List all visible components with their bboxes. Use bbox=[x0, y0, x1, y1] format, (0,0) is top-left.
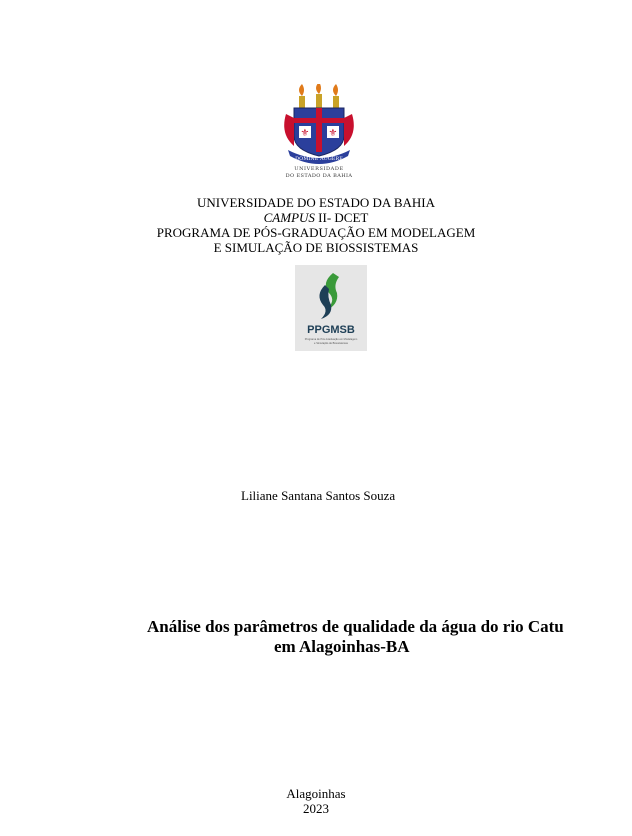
thesis-title-line1: Análise dos parâmetros de qualidade da água do rio Catu bbox=[147, 617, 564, 636]
svg-text:⚜: ⚜ bbox=[328, 128, 338, 139]
svg-text:DO ESTADO DA BAHIA: DO ESTADO DA BAHIA bbox=[285, 173, 353, 179]
program-name-line2: E SIMULAÇÃO DE BIOSSISTEMAS bbox=[213, 240, 419, 255]
campus-label: CAMPUS bbox=[263, 210, 315, 225]
city: Alagoinhas bbox=[286, 786, 346, 801]
university-crest-logo bbox=[274, 84, 364, 180]
svg-text:UNIVERSIDADE: UNIVERSIDADE bbox=[294, 166, 344, 172]
ppgmsb-logo bbox=[295, 265, 367, 351]
thesis-title-line2: em Alagoinhas-BA bbox=[274, 637, 410, 656]
program-name-line1: PROGRAMA DE PÓS-GRADUAÇÃO EM MODELAGEM bbox=[156, 225, 476, 240]
author-name: Liliane Santana Santos Souza bbox=[241, 488, 396, 503]
torches-icon bbox=[299, 84, 339, 110]
svg-text:⚜: ⚜ bbox=[300, 128, 310, 139]
svg-text:PPGMSB: PPGMSB bbox=[307, 324, 355, 336]
svg-text:Programa de Pós-Graduação em M: Programa de Pós-Graduação em Modelagem bbox=[304, 338, 358, 341]
year: 2023 bbox=[303, 801, 329, 816]
campus-dept: II- DCET bbox=[314, 210, 369, 225]
svg-text:DOMINE AUGERE: DOMINE AUGERE bbox=[295, 156, 343, 162]
svg-text:e Simulação de Biossistemas: e Simulação de Biossistemas bbox=[314, 342, 348, 345]
university-name: UNIVERSIDADE DO ESTADO DA BAHIA bbox=[196, 195, 435, 210]
flame-icon bbox=[295, 265, 367, 351]
campus-line bbox=[0, 210, 632, 225]
